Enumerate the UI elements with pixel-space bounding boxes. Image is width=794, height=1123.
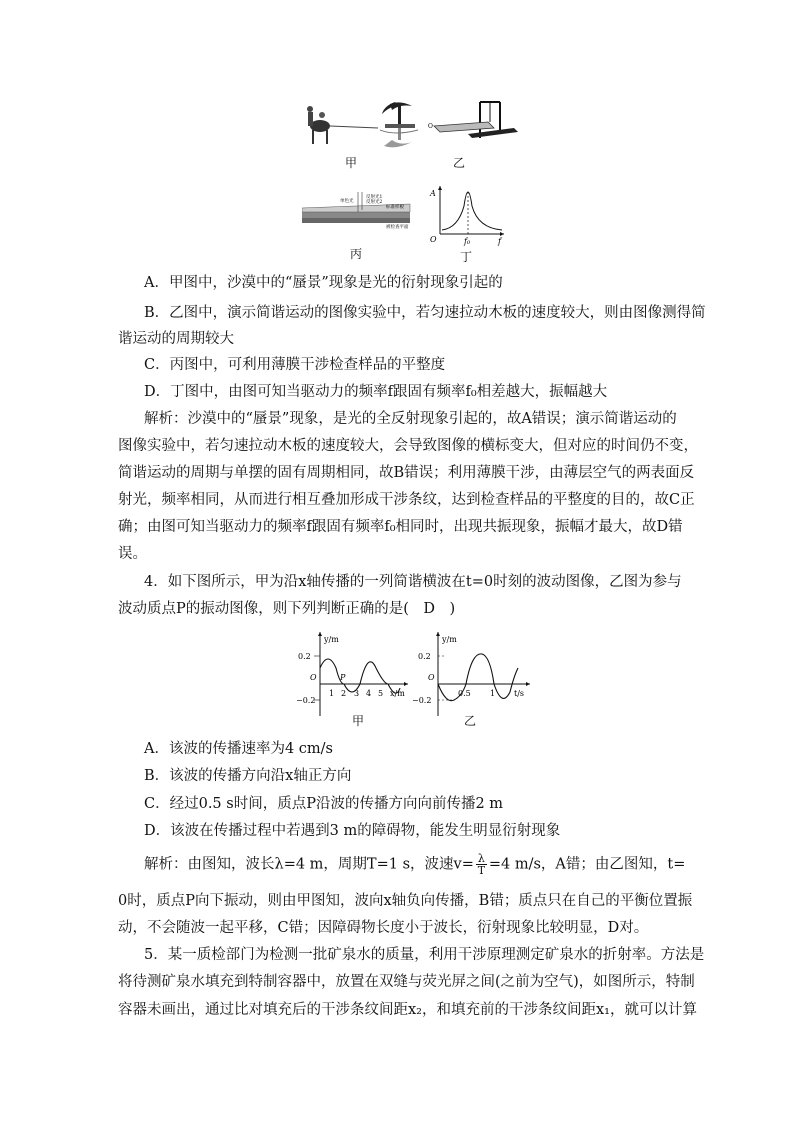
fraction-lambda-over-t — [476, 853, 487, 876]
wave-ylabel: y/m — [324, 635, 339, 644]
q3-option-d: D．丁图中，由图可知当驱动力的频率f跟固有频率f₀相差越大，振幅越大 — [144, 384, 608, 400]
q4-analysis-post: =4 m/s，A错；由乙图知，t= — [488, 856, 686, 873]
caption-jia: 甲 — [345, 156, 358, 170]
caption-vib-yi: 乙 — [464, 714, 477, 728]
q3-option-b-cont: 谐运动的周期较大 — [118, 331, 234, 347]
fraction-denominator: T — [477, 864, 486, 877]
label-reflected-1: 反射光1 — [366, 195, 383, 200]
wave-tick-4: 4 — [366, 689, 372, 698]
q4-analysis-pre: 解析：由图知，波长λ=4 m，周期T=1 s，波速v= — [144, 856, 474, 873]
q4-option-a: A．该波的传播速率为4 cm/s — [144, 741, 334, 757]
label-test-plane: 被检查平面 — [386, 225, 409, 230]
wave-tick-5: 5 — [378, 689, 384, 698]
svg-text:O: O — [428, 123, 433, 130]
q5-stem-line-2: 将待测矿泉水填充到特制容器中，放置在双缝与荧光屏之间(之前为空气)，如图所示，特制 — [118, 974, 695, 990]
vib-ytop: 0.2 — [418, 652, 431, 661]
q3-option-a: A．甲图中，沙漠中的“蜃景”现象是光的衍射现象引起的 — [144, 275, 503, 291]
q4-option-c: C．经过0.5 s时间，质点P沿波的传播方向向前传播2 m — [144, 796, 504, 812]
wave-tick-1: 1 — [329, 689, 335, 698]
vib-xlabel: t/s — [514, 689, 525, 698]
figure-wave-graph-jia — [296, 628, 416, 724]
axis-label-a: A — [430, 189, 436, 198]
figure-yi-pendulum-board — [428, 98, 520, 150]
axis-origin: O — [430, 235, 437, 244]
q5-stem-line-3: 容器未画出，通过比对填充后的干涉条纹间距x₂，和填充前的干涉条纹间距x₁，就可以计算 — [118, 1002, 697, 1018]
q3-analysis-line-4: 射光，频率相同，从而进行相互叠加形成干涉条纹，达到检查样品的平整度的目的，故C正 — [118, 492, 695, 508]
wave-tick-3: 3 — [354, 689, 360, 698]
q3-option-b: B．乙图中，演示简谐运动的图像实验中，若匀速拉动木板的速度较大，则由图像测得简 — [144, 305, 706, 321]
caption-ding: 丁 — [460, 250, 473, 264]
label-reflected-2: 反射光2 — [366, 200, 383, 205]
vib-tick-05: 0.5 — [458, 689, 471, 698]
label-standard-plate: 标准样板 — [386, 205, 404, 210]
caption-bing: 丙 — [350, 247, 363, 261]
wave-xlabel: x/m — [390, 689, 405, 698]
vib-ylabel: y/m — [442, 635, 457, 644]
vib-origin: O — [428, 673, 435, 682]
q3-option-c: C．丙图中，可利用薄膜干涉检查样品的平整度 — [144, 357, 446, 373]
q4-stem-line-2: 波动质点P的振动图像，则下列判断正确的是( D ) — [118, 601, 456, 617]
q5-stem-line-1: 5．某一质检部门为检测一批矿泉水的质量，利用干涉原理测定矿泉水的折射率。方法是 — [144, 947, 705, 963]
q4-analysis-line-3: 动，不会随波一起平移，C错；因障碍物长度小于波长，衍射现象比较明显，D对。 — [118, 920, 649, 936]
q3-analysis-line-5: 确；由图可知当驱动力的频率f跟固有频率f₀相同时，出现共振现象，振幅才最大，故D错 — [118, 519, 683, 535]
q3-analysis-line-1: 解析：沙漠中的“蜃景”现象，是光的全反射现象引起的，故A错误；演示简谐运动的 — [144, 411, 677, 427]
wave-point-p: P — [340, 673, 346, 682]
q3-analysis-line-2: 图像实验中，若匀速拉动木板的速度较大，会导致图像的横标变大，但对应的时间仍不变， — [118, 438, 698, 454]
caption-wave-jia: 甲 — [352, 714, 365, 728]
q4-option-d: D．该波在传播过程中若遇到3 m的障碍物，能发生明显衍射现象 — [144, 823, 561, 839]
q3-analysis-line-6: 误。 — [118, 546, 147, 562]
caption-yi: 乙 — [453, 156, 466, 170]
q4-analysis-line-2: 0时，质点P向下振动，则由甲图知，波向x轴负向传播，B错；质点只在自己的平衡位置振 — [118, 893, 693, 909]
q4-option-b: B．该波的传播方向沿x轴正方向 — [144, 768, 352, 784]
wave-tick-2: 2 — [341, 689, 347, 698]
wave-origin: O — [310, 673, 317, 682]
axis-label-f: f — [498, 237, 501, 246]
q4-analysis-line-1 — [144, 853, 685, 876]
q4-stem-line-1: 4．如下图所示，甲为沿x轴传播的一列简谐横波在t=0时刻的波动图像，乙图为参与 — [144, 574, 682, 590]
tick-f0: f₀ — [464, 237, 471, 246]
wave-ybot: −0.2 — [296, 696, 316, 705]
label-mono-light: 单色光 — [340, 199, 354, 204]
vib-ybot: −0.2 — [412, 696, 432, 705]
q3-analysis-line-3: 简谐运动的周期与单摆的固有周期相同，故B错误；利用薄膜干涉，由薄层空气的两表面反 — [118, 465, 695, 481]
vib-tick-1: 1 — [490, 689, 496, 698]
wave-ytop: 0.2 — [298, 652, 311, 661]
figure-ding-resonance-curve — [428, 182, 508, 250]
fraction-numerator: λ — [477, 852, 485, 865]
figure-bing-thin-film — [302, 190, 414, 230]
figure-jia-mirage — [300, 100, 430, 152]
figure-vibration-graph-yi — [410, 628, 534, 724]
